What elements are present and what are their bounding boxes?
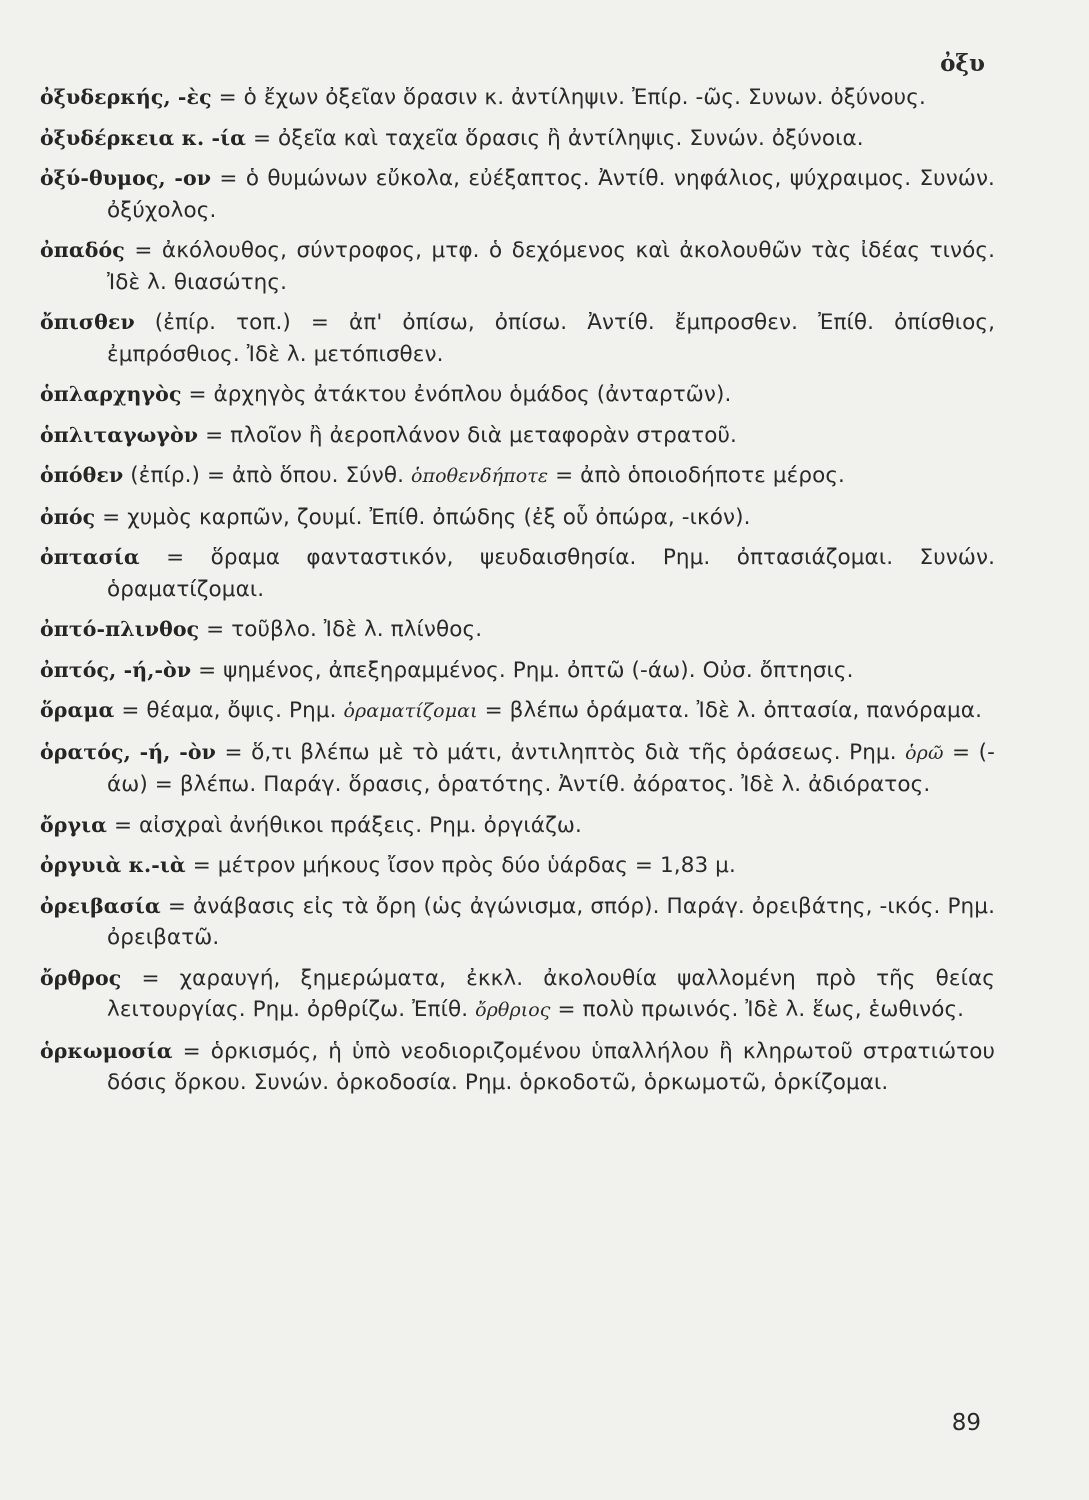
- entry-list: [40, 82, 995, 1108]
- definition: = θέαμα, ὄψις. Ρημ.: [121, 698, 337, 723]
- definition: (ἐπίρ. τοπ.) = ἀπ' ὀπίσω, ὀπίσω. Ἀντίθ. ἔμπροσθεν. Ἐπίθ. ὀπίσθιος, ἐμπρόσθιος. Ἰδὲ λ. μετόπισθεν.: [107, 310, 996, 367]
- headword: ὀξυδερκής, -ὲς: [40, 85, 212, 109]
- headword: ὀπτό-πλινθος: [40, 617, 200, 641]
- headword: ὄργια: [40, 812, 108, 837]
- definition: = ἀρχηγὸς ἀτάκτου ἐνόπλου ὁμάδος (ἀνταρτῶν).: [188, 382, 732, 407]
- headword: ὀρειβασία: [40, 893, 161, 918]
- definition: = χαραυγή, ξημερώματα, ἐκκλ. ἀκολουθία ψαλλομένη πρὸ τῆς θείας λειτουργίας. Ρημ. ὀρθρίζω. Ἐπίθ.: [107, 965, 995, 1022]
- definition: = χυμὸς καρπῶν, ζουμί. Ἐπίθ. ὀπώδης (ἐξ οὗ ὀπώρα, -ικόν).: [102, 504, 751, 530]
- headword: ὄπισθεν: [40, 310, 135, 334]
- dictionary-entry: [40, 891, 995, 954]
- headword: ὀπός: [40, 504, 96, 529]
- dictionary-entry: [40, 82, 995, 114]
- dictionary-entry: [40, 163, 995, 226]
- definition: = ὁ ἔχων ὀξεῖαν ὅρασιν κ. ἀντίληψιν. Ἐπίρ. -ῶς. Συνων. ὀξύνους.: [218, 85, 926, 110]
- italic-term: ὁραματίζομαι: [343, 700, 478, 722]
- dictionary-entry: [40, 502, 995, 534]
- dictionary-entry: [40, 307, 995, 370]
- definition: = τοῦβλο. Ἰδὲ λ. πλίνθος.: [206, 617, 483, 642]
- dictionary-entry: [40, 963, 995, 1027]
- italic-term: ὁρῶ: [905, 741, 944, 764]
- headword: ὁπόθεν: [40, 463, 124, 487]
- definition: = μέτρον μήκους ἴσον πρὸς δύο ὑάρδας = 1,83 μ.: [192, 853, 736, 878]
- definition-continued: = πολὺ πρωινός. Ἰδὲ λ. ἕως, ἑωθινός.: [557, 997, 965, 1022]
- headword: ὀξυδέρκεια κ. -ία: [40, 125, 247, 150]
- dictionary-entry: [40, 695, 995, 728]
- definition: = ἀνάβασις εἰς τὰ ὄρη (ὡς ἀγώνισμα, σπόρ). Παράγ. ὀρειβάτης, -ικός. Ρημ. ὀρειβατῶ.: [107, 893, 996, 950]
- dictionary-entry: [40, 379, 995, 411]
- dictionary-entry: [40, 420, 995, 452]
- italic-term: ὄρθριος: [475, 999, 551, 1021]
- headword: ὀπαδός: [40, 238, 125, 262]
- definition: = ὅραμα φανταστικόν, ψευδαισθησία. Ρημ. ὀπτασιάζομαι. Συνών. ὁραματίζομαι.: [107, 545, 996, 602]
- headword: ὅραμα: [40, 698, 115, 722]
- definition: = ὁρκισμός, ἡ ὑπὸ νεοδιοριζομένου ὑπαλλήλου ἢ κληρωτοῦ στρατιώτου δόσις ὅρκου. Συνών. ὁρκοδοσία. Ρημ. ὁρκοδοτῶ, ὁρκωμοτῶ, ὁρκίζομαι.: [107, 1038, 996, 1095]
- dictionary-entry: [40, 614, 995, 646]
- definition: = ἀκόλουθος, σύντροφος, μτφ. ὁ δεχόμενος καὶ ἀκολουθῶν τὰς ἰδέας τινός. Ἰδὲ λ. θιασώτης.: [107, 238, 995, 295]
- headword: ὀργυιὰ κ.-ιὰ: [40, 853, 186, 877]
- headword: ὁρατός, -ή, -ὸν: [40, 739, 217, 764]
- definition: = αἰσχραὶ ἀνήθικοι πράξεις. Ρημ. ὀργιάζω.: [113, 812, 582, 838]
- definition-continued: = βλέπω ὁράματα. Ἰδὲ λ. ὀπτασία, πανόραμα.: [484, 698, 982, 723]
- dictionary-entry: [40, 737, 995, 801]
- headword: ὀξύ-θυμος, -ον: [40, 166, 212, 190]
- italic-term: ὁποθενδήποτε: [410, 465, 549, 487]
- definition-continued: = ἀπὸ ὁποιοδήποτε μέρος.: [555, 463, 845, 488]
- headword: ὄρθρος: [40, 965, 122, 990]
- dictionary-entry: [40, 655, 995, 687]
- dictionary-entry: [40, 460, 995, 493]
- headword: ὀπτασία: [40, 545, 140, 569]
- definition: = ὅ,τι βλέπω μὲ τὸ μάτι, ἀντιληπτὸς διὰ τῆς ὁράσεως. Ρημ.: [224, 739, 897, 765]
- headword: ὀπτός, -ή,-ὸν: [40, 657, 192, 682]
- running-head: ὀξυ: [940, 50, 985, 77]
- definition-continued: = (-άω) = βλέπω. Παράγ. ὅρασις, ὁρατότης. Ἀντίθ. ἀόρατος. Ἰδὲ λ. ἀδιόρατος.: [107, 739, 995, 797]
- dictionary-entry: [40, 542, 995, 605]
- page-number: 89: [951, 1410, 981, 1436]
- dictionary-entry: [40, 235, 995, 298]
- headword: ὁπλαρχηγὸς: [40, 382, 182, 406]
- definition: = ὁ θυμώνων εὔκολα, εὐέξαπτος. Ἀντίθ. νηφάλιος, ψύχραιμος. Συνών. ὀξύχολος.: [107, 166, 995, 223]
- definition: = ψημένος, ἀπεξηραμμένος. Ρημ. ὀπτῶ (-άω). Οὐσ. ὄπτησις.: [198, 657, 854, 683]
- dictionary-entry: [40, 1036, 995, 1099]
- definition: = πλοῖον ἢ ἀεροπλάνον διὰ μεταφορὰν στρατοῦ.: [205, 422, 737, 448]
- dictionary-entry: [40, 810, 995, 842]
- headword: ὁπλιταγωγὸν: [40, 422, 199, 447]
- headword: ὁρκωμοσία: [40, 1038, 173, 1063]
- definition: = ὀξεῖα καὶ ταχεῖα ὅρασις ἢ ἀντίληψις. Συνών. ὀξύνοια.: [252, 125, 864, 151]
- dictionary-entry: [40, 850, 995, 882]
- definition: (ἐπίρ.) = ἀπὸ ὅπου. Σύνθ.: [130, 463, 405, 488]
- dictionary-entry: [40, 123, 995, 155]
